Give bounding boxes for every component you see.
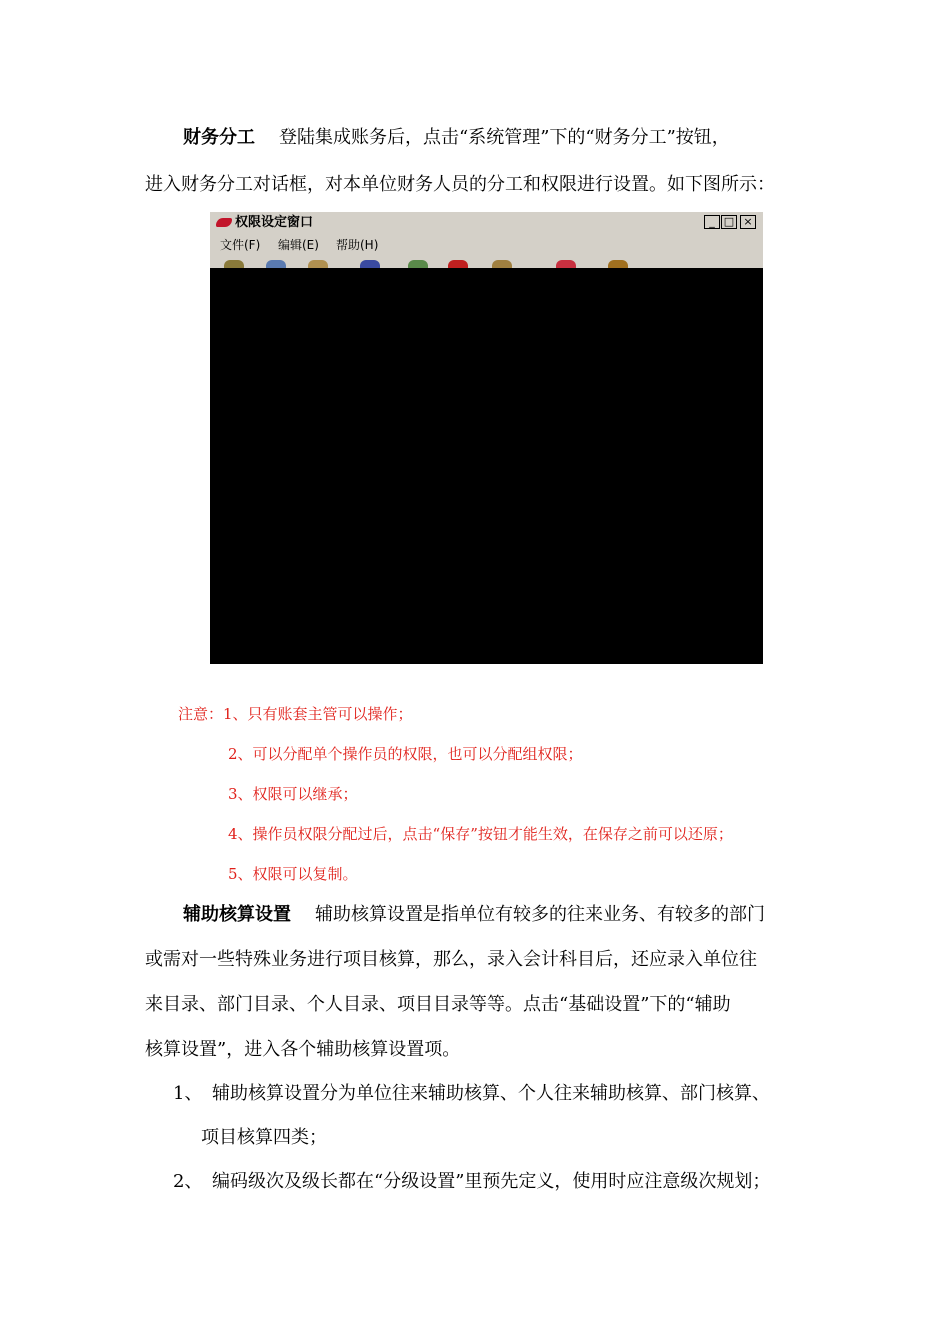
save-icon[interactable] (556, 260, 576, 268)
note-text: 1、只有账套主管可以操作； (223, 705, 413, 723)
list-number: 2、 (173, 1171, 203, 1192)
note-prefix: 注意： (178, 705, 224, 723)
open-folder-icon[interactable] (224, 260, 244, 268)
close-button[interactable]: × (740, 215, 756, 229)
section-heading-finance-division: 财务分工 (183, 127, 255, 148)
note-item: 5、权限可以复制。 (228, 865, 358, 883)
window-title: 权限设定窗口 (235, 215, 314, 230)
delete-icon[interactable] (448, 260, 468, 268)
permission-settings-window (210, 212, 763, 664)
menu-edit[interactable]: 编辑(E) (278, 238, 319, 252)
menu-file[interactable]: 文件(F) (220, 238, 261, 252)
section-heading-aux-accounting: 辅助核算设置 (183, 904, 291, 925)
window-content-area (210, 268, 763, 664)
paragraph-line: 登陆集成账务后，点击“系统管理”下的“财务分工”按钮， (279, 127, 730, 148)
paragraph-line: 辅助核算设置是指单位有较多的往来业务、有较多的部门 (315, 904, 765, 925)
paragraph-line: 核算设置”，进入各个辅助核算设置项。 (145, 1039, 461, 1060)
user-icon[interactable] (360, 260, 380, 268)
list-item: 编码级次及级长都在“分级设置”里预先定义，使用时应注意级次规划； (212, 1171, 771, 1192)
note-item: 3、权限可以继承； (228, 785, 358, 803)
group-icon[interactable] (408, 260, 428, 268)
note-item: 4、操作员权限分配过后，点击“保存”按钮才能生效，在保存之前可以还原； (228, 825, 733, 843)
note-item: 2、可以分配单个操作员的权限，也可以分配组权限； (228, 745, 583, 763)
tool-icon[interactable] (492, 260, 512, 268)
maximize-button[interactable]: □ (721, 215, 737, 229)
menu-help[interactable]: 帮助(H) (336, 238, 379, 252)
copy-icon[interactable] (608, 260, 628, 268)
list-number: 1、 (173, 1083, 203, 1104)
menubar (210, 234, 763, 256)
list-item: 辅助核算设置分为单位往来辅助核算、个人往来辅助核算、部门核算、 (212, 1083, 770, 1104)
toolbar (210, 256, 763, 268)
paragraph-line: 进入财务分工对话框，对本单位财务人员的分工和权限进行设置。如下图所示： (145, 174, 775, 195)
window-titlebar (210, 212, 763, 235)
list-item-continuation: 项目核算四类； (201, 1127, 327, 1148)
document-icon[interactable] (308, 260, 328, 268)
paragraph-line: 来目录、部门目录、个人目录、项目目录等等。点击“基础设置”下的“辅助 (145, 994, 731, 1015)
paragraph-line: 或需对一些特殊业务进行项目核算，那么，录入会计科目后，还应录入单位往 (145, 949, 757, 970)
app-logo-icon (216, 218, 232, 227)
search-icon[interactable] (266, 260, 286, 268)
note-item (178, 702, 413, 726)
minimize-button[interactable]: _ (704, 215, 720, 229)
